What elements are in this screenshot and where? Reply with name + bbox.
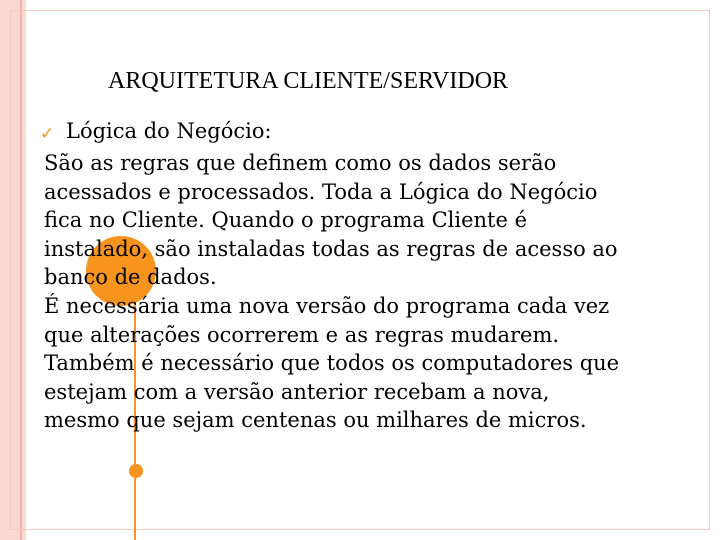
body-line: acessados e processados. Toda a Lógica do Negócio [44, 179, 598, 204]
body-line: É necessária uma nova versão do programa cada vez [44, 293, 610, 318]
body-line: banco de dados. [44, 265, 217, 290]
checkmark-icon: ✓ [40, 124, 55, 144]
body-line: mesmo que sejam centenas ou milhares de micros. [44, 408, 587, 433]
body-line: São as regras que definem como os dados serão [44, 151, 557, 175]
slide-body [44, 149, 619, 435]
body-line: Também é necessário que todos os computadores que [44, 351, 620, 376]
decorative-circle-small [129, 464, 143, 478]
body-line: instalado, são instaladas todas as regras de acesso ao [44, 236, 618, 261]
body-line: fica no Cliente. Quando o programa Cliente é [44, 208, 527, 233]
bullet-heading: Lógica do Negócio: [66, 119, 272, 143]
body-line: estejam com a versão anterior recebam a nova, [44, 379, 550, 404]
slide-title: ARQUITETURA CLIENTE/SERVIDOR [108, 68, 509, 94]
body-line: que alterações ocorrerem e as regras mudarem. [44, 322, 560, 347]
